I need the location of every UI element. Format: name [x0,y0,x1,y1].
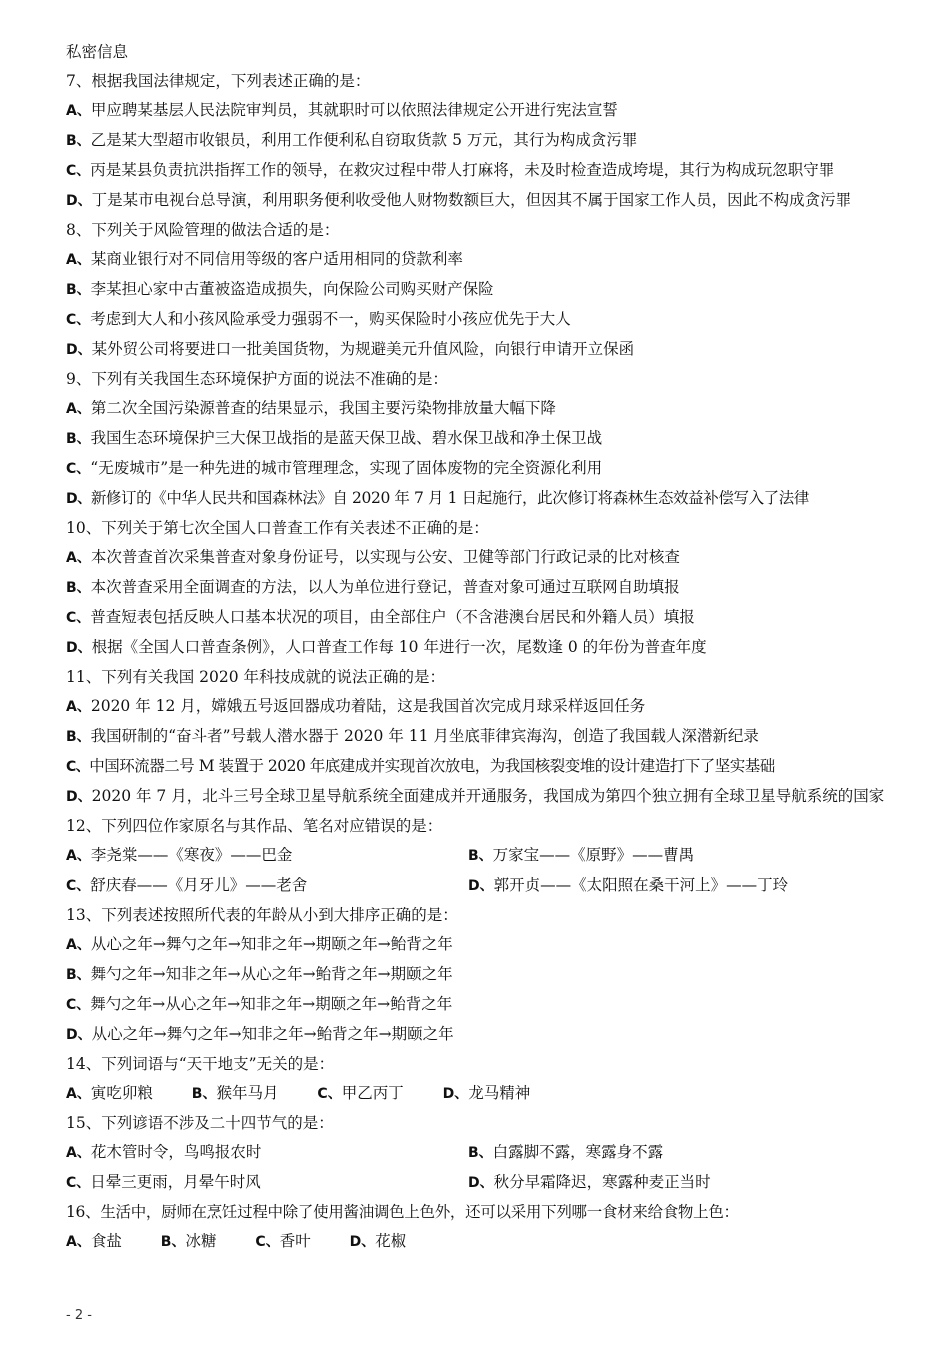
option-letter: C、 [66,759,90,775]
option-letter: B、 [191,1086,217,1102]
option [66,156,896,186]
option [66,1084,153,1102]
option-letter: D、 [66,640,92,656]
option-text: 香叶 [279,1232,311,1250]
option-text: 根据《全国人口普查条例》，人口普查工作每 10 年进行一次，尾数逢 0 的年份为普查年度 [91,638,707,656]
option [66,960,896,990]
option-letter: D、 [66,342,92,358]
option-text: 舒庆春——《月牙儿》——老舍 [90,876,308,894]
option-letter: A、 [66,1145,91,1161]
option-text: 第二次全国污染源普查的结果显示，我国主要污染物排放量大幅下降 [90,399,556,417]
option [255,1232,310,1250]
option [66,543,896,573]
option-text: 我国研制的“奋斗者”号载人潜水器于 2020 年 11 月坐底菲律宾海沟，创造了我国载人深潜新纪录 [90,727,759,745]
option-text: 秋分早霜降迟，寒露种麦正当时 [493,1173,711,1191]
question-stem: 12、下列四位作家原名与其作品、笔名对应错误的是： [66,817,443,835]
option-row [66,1227,896,1257]
option-text: 舞勺之年→从心之年→知非之年→期颐之年→鲐背之年 [90,995,453,1013]
option-row [66,1168,896,1198]
option [66,1020,896,1050]
option-letter: C、 [66,610,91,626]
option-text: 本次普查首次采集普查对象身份证号，以实现与公安、卫健等部门行政记录的比对核查 [90,548,680,566]
option [66,1232,122,1250]
option [468,1168,870,1198]
option [317,1084,403,1102]
option-letter: A、 [66,103,91,119]
option-letter: D、 [66,193,92,209]
option [66,305,896,335]
option-letter: C、 [317,1086,342,1102]
option-text: 食盐 [90,1232,122,1250]
option-letter: B、 [66,967,91,983]
option [66,782,896,812]
option-row [66,841,896,871]
option-letter: C、 [66,312,91,328]
option-letter: D、 [66,491,91,507]
option-text: 本次普查采用全面调查的方法，以人为单位进行登记，普查对象可通过互联网自助填报 [90,578,680,596]
option [443,1084,531,1102]
option [66,484,896,514]
option-text: 丙是某县负责抗洪指挥工作的领导，在救灾过程中带人打麻将，未及时检查造成垮堤，其行为构成玩忽职守罪 [90,161,835,179]
question-stem: 8、下列关于风险管理的做法合适的是： [66,221,340,239]
option-text: 中国环流器二号 M 装置于 2020 年底建成并实现首次放电，为我国核裂变堆的设计建造打下了坚实基础 [89,757,775,775]
option-letter: C、 [66,461,91,477]
option [468,871,870,901]
option-letter: A、 [66,848,91,864]
question-stem: 16、生活中，厨师在烹饪过程中除了使用酱油调色上色外，还可以采用下列哪一食材来给食物上色： [66,1203,739,1221]
option-text: 白露脚不露，寒露身不露 [492,1143,664,1161]
option [66,692,896,722]
option-text: 李尧棠——《寒夜》——巴金 [90,846,293,864]
option-letter: C、 [66,997,91,1013]
option [66,871,468,901]
option-text: 新修订的《中华人民共和国森林法》自 2020 年 7 月 1 日起施行，此次修订将森林生态效益补偿写入了法律 [90,489,809,507]
option [66,96,896,126]
option-letter: A、 [66,1234,91,1250]
option-text: 猴年马月 [216,1084,279,1102]
option-letter: A、 [66,401,91,417]
option-letter: C、 [66,878,91,894]
question-stem: 14、下列词语与“天干地支”无关的是： [66,1055,335,1073]
option-text: 普查短表包括反映人口基本状况的项目，由全部住户（不含港澳台居民和外籍人员）填报 [90,608,695,626]
option [66,186,896,216]
option-letter: A、 [66,1086,91,1102]
option [66,335,896,365]
option-text: 郭开贞——《太阳照在桑干河上》——丁玲 [493,876,789,894]
option [66,275,896,305]
option [66,722,896,752]
option [66,1168,468,1198]
option-letter: B、 [468,848,493,864]
option-letter: A、 [66,550,91,566]
option [468,1138,870,1168]
option-row [66,1138,896,1168]
option-letter: B、 [66,580,91,596]
option-text: “无废城市”是一种先进的城市管理理念，实现了固体废物的完全资源化利用 [90,459,603,477]
option-text: 乙是某大型超市收银员，利用工作便利私自窃取货款 5 万元，其行为构成贪污罪 [90,131,638,149]
option-text: 舞勺之年→知非之年→从心之年→鲐背之年→期颐之年 [90,965,453,983]
option [66,841,468,871]
option-letter: A、 [66,252,91,268]
option-letter: D、 [66,789,92,805]
option-text: 万家宝——《原野》——曹禺 [492,846,695,864]
option-letter: D、 [349,1234,376,1250]
option-letter: D、 [468,1175,494,1191]
option [161,1232,217,1250]
question-stem: 11、下列有关我国 2020 年科技成就的说法正确的是： [66,668,446,686]
option-text: 日晕三更雨，月晕午时风 [90,1173,261,1191]
option-letter: B、 [468,1145,493,1161]
option-letter: C、 [255,1234,280,1250]
option [66,424,896,454]
option [66,126,896,156]
option [350,1232,407,1250]
option-letter: A、 [66,937,91,953]
option-text: 从心之年→舞勺之年→知非之年→鲐背之年→期颐之年 [91,1025,454,1043]
option [66,930,896,960]
option-row [66,871,896,901]
option-text: 甲乙丙丁 [341,1084,404,1102]
question-stem: 13、下列表述按照所代表的年龄从小到大排序正确的是： [66,906,458,924]
option-letter: B、 [66,133,91,149]
page-header: 私密信息 [66,43,129,61]
option-letter: D、 [66,1027,92,1043]
option-text: 冰糖 [185,1232,217,1250]
option [66,1138,468,1168]
option-text: 从心之年→舞勺之年→知非之年→期颐之年→鲐背之年 [90,935,453,953]
option-letter: B、 [66,729,91,745]
exam-page [66,38,896,1257]
option [66,990,896,1020]
option-text: 2020 年 7 月，北斗三号全球卫星导航系统全面建成并开通服务，我国成为第四个独立拥有全球卫星导航系统的国家 [91,787,885,805]
option [66,454,896,484]
option [66,573,896,603]
option [192,1084,279,1102]
option-text: 寅吃卯粮 [90,1084,153,1102]
option-text: 甲应聘某基层人民法院审判员，其就职时可以依照法律规定公开进行宪法宣誓 [90,101,618,119]
option [66,633,896,663]
option-text: 花椒 [375,1232,407,1250]
option-text: 李某担心家中古董被盗造成损失，向保险公司购买财产保险 [90,280,494,298]
option-letter: D、 [442,1086,469,1102]
option-text: 龙马精神 [468,1084,531,1102]
option-text: 某外贸公司将要进口一批美国货物，为规避美元升值风险，向银行申请开立保函 [91,340,635,358]
option-letter: C、 [66,163,91,179]
option-letter: A、 [66,699,91,715]
option [66,752,896,782]
option-text: 花木管时令，鸟鸣报农时 [90,1143,262,1161]
question-stem: 9、下列有关我国生态环境保护方面的说法不准确的是： [66,370,448,388]
option-text: 某商业银行对不同信用等级的客户适用相同的贷款利率 [90,250,463,268]
option [468,841,870,871]
question-stem: 10、下列关于第七次全国人口普查工作有关表述不正确的是： [66,519,489,537]
option-letter: B、 [66,431,91,447]
question-stem: 7、根据我国法律规定，下列表述正确的是： [66,72,371,90]
option-letter: D、 [468,878,494,894]
question-stem: 15、下列谚语不涉及二十四节气的是： [66,1114,334,1132]
option-text: 考虑到大人和小孩风险承受力强弱不一，购买保险时小孩应优先于大人 [90,310,571,328]
option [66,245,896,275]
option-text: 丁是某市电视台总导演，利用职务便利收受他人财物数额巨大，但因其不属于国家工作人员，因此不构成贪污罪 [91,191,852,209]
option-text: 我国生态环境保护三大保卫战指的是蓝天保卫战、碧水保卫战和净土保卫战 [90,429,603,447]
option [66,394,896,424]
option-letter: C、 [66,1175,91,1191]
option-text: 2020 年 12 月，嫦娥五号返回器成功着陆，这是我国首次完成月球采样返回任务 [90,697,646,715]
option-row [66,1079,896,1109]
option [66,603,896,633]
page-number: - 2 - [66,1308,92,1323]
option-letter: B、 [66,282,91,298]
option-letter: B、 [160,1234,186,1250]
